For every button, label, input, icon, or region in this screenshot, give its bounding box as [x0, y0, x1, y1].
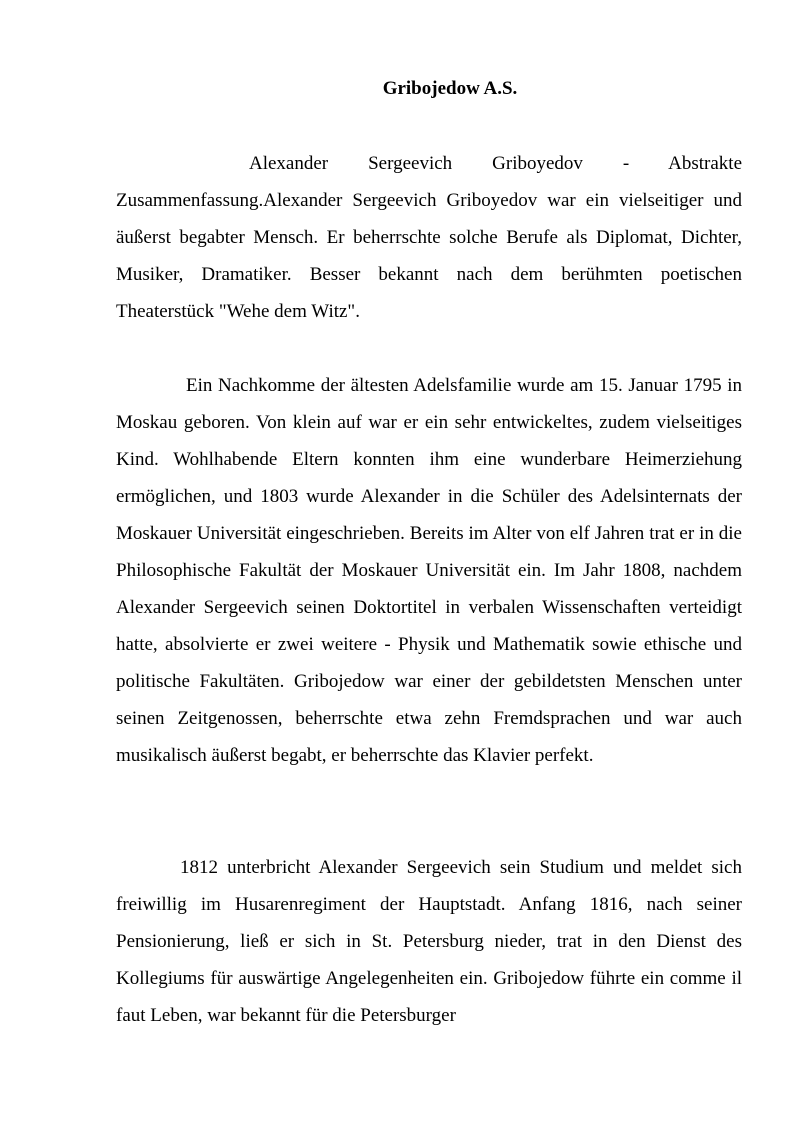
paragraph-intro: Alexander Sergeevich Griboyedov - Abstrakte Zusammenfassung.Alexander Sergeevich Griboyedov war ein vielseitiger und äußerst begabter Mensch. Er beherrschte solche Berufe als Diplomat, Dichter, Musiker, Dramatiker. Besser bekannt nach dem berühmten poetischen Theaterstück "Wehe dem Witz". — [116, 153, 742, 322]
paragraph-military-service: 1812 unterbricht Alexander Sergeevich sein Studium und meldet sich freiwillig im Husarenregiment der Hauptstadt. Anfang 1816, nach seiner Pensionierung, ließ er sich in St. Petersburg nieder, trat in den Dienst des Kollegiums für auswärtige Angelegenheiten ein. Gribojedow führte ein comme il faut Leben, war bekannt für die Petersburger — [116, 857, 742, 1026]
document-title: Gribojedow A.S. — [382, 78, 518, 99]
paragraph-early-life: Ein Nachkomme der ältesten Adelsfamilie wurde am 15. Januar 1795 in Moskau geboren. Von klein auf war er ein sehr entwickeltes, zudem vielseitiges Kind. Wohlhabende Eltern konnten ihm eine wunderbare Heimerziehung ermöglichen, und 1803 wurde Alexander in die Schüler des Adelsinternats der Moskauer Universität eingeschrieben. Bereits im Alter von elf Jahren trat er in die Philosophische Fakultät der Moskauer Universität ein. Im Jahr 1808, nachdem Alexander Sergeevich seinen Doktortitel in verbalen Wissenschaften verteidigt hatte, absolvierte er zwei weitere - Physik und Mathematik sowie ethische und politische Fakultäten. Gribojedow war einer der gebildetsten Menschen unter seinen Zeitgenossen, beherrschte etwa zehn Fremdsprachen und war auch musikalisch äußerst begabt, er beherrschte das Klavier perfekt. — [116, 375, 742, 766]
